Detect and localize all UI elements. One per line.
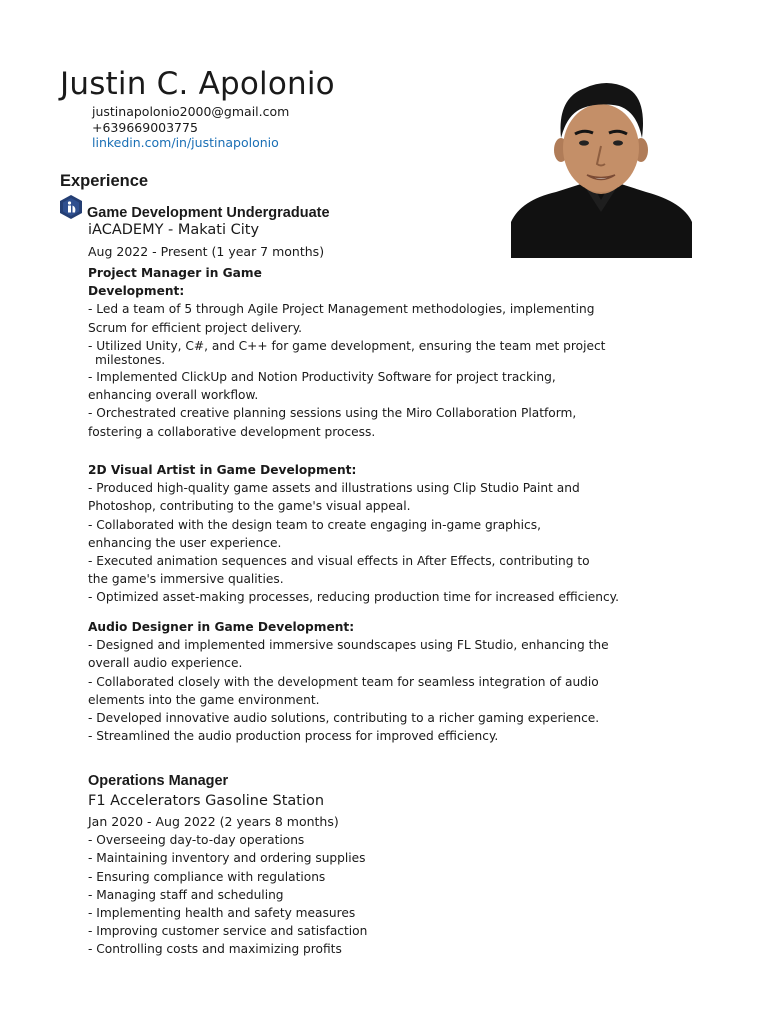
company-iacademy: iACADEMY - Makati City xyxy=(88,222,260,238)
artist-line: - Executed animation sequences and visual effects in After Effects, contributing to xyxy=(88,554,590,569)
pm-line: Scrum for efficient project delivery. xyxy=(88,320,303,335)
experience-section-title: Experience xyxy=(60,172,149,190)
contact-info xyxy=(92,104,289,151)
pm-line: milestones. xyxy=(95,353,166,368)
job-title-game-dev: Game Development Undergraduate xyxy=(87,205,330,221)
audio-line: - Streamlined the audio production process for improved efficiency. xyxy=(88,729,499,744)
audio-line: overall audio experience. xyxy=(88,656,243,671)
ops-line: - Implementing health and safety measures xyxy=(88,906,356,921)
pm-line: enhancing overall workflow. xyxy=(88,388,259,403)
audio-block xyxy=(88,618,648,745)
pm-block xyxy=(88,264,648,441)
ops-line: - Improving customer service and satisfaction xyxy=(88,924,368,939)
dates-iacademy: Aug 2022 - Present (1 year 7 months) xyxy=(88,244,325,259)
pm-line: - Implemented ClickUp and Notion Productivity Software for project tracking, xyxy=(88,370,556,385)
email-text: justinapolonio2000@gmail.com xyxy=(92,104,290,119)
company-f1-accelerators: F1 Accelerators Gasoline Station xyxy=(88,793,325,809)
dates-f1-accelerators: Jan 2020 - Aug 2022 (2 years 8 months) xyxy=(88,814,339,829)
pm-line: - Utilized Unity, C#, and C++ for game development, ensuring the team met project xyxy=(88,338,606,353)
audio-line: - Designed and implemented immersive soundscapes using FL Studio, enhancing the xyxy=(88,638,609,653)
pm-heading: Project Manager in Game Development: xyxy=(88,266,262,299)
job-title-operations-manager: Operations Manager xyxy=(88,773,229,789)
phone-text: +639669003775 xyxy=(92,119,198,135)
artist-line: the game's immersive qualities. xyxy=(88,572,284,587)
artist-block xyxy=(88,461,648,607)
artist-heading: 2D Visual Artist in Game Development: xyxy=(88,463,357,477)
artist-line: - Collaborated with the design team to create engaging in-game graphics, xyxy=(88,517,541,532)
ops-line: - Maintaining inventory and ordering supplies xyxy=(88,851,366,866)
artist-line: - Optimized asset-making processes, reducing production time for increased efficiency. xyxy=(88,590,620,605)
audio-line: - Developed innovative audio solutions, contributing to a richer gaming experience. xyxy=(88,711,600,726)
ops-line: - Ensuring compliance with regulations xyxy=(88,869,326,884)
audio-line: - Collaborated closely with the development team for seamless integration of audio xyxy=(88,674,599,689)
artist-line: - Produced high-quality game assets and illustrations using Clip Studio Paint and xyxy=(88,481,580,496)
ops-block xyxy=(88,813,648,959)
audio-heading: Audio Designer in Game Development: xyxy=(88,620,355,634)
audio-line: elements into the game environment. xyxy=(88,692,320,707)
ops-line: - Managing staff and scheduling xyxy=(88,887,284,902)
resume-name: Justin C. Apolonio xyxy=(60,66,335,102)
pm-line: - Orchestrated creative planning sessions using the Miro Collaboration Platform, xyxy=(88,406,577,421)
ops-line: - Overseeing day-to-day operations xyxy=(88,833,305,848)
iacademy-logo-icon xyxy=(60,195,82,219)
pm-line: fostering a collaborative development process. xyxy=(88,424,376,439)
artist-line: enhancing the user experience. xyxy=(88,535,282,550)
artist-line: Photoshop, contributing to the game's visual appeal. xyxy=(88,499,411,514)
ops-line: - Controlling costs and maximizing profits xyxy=(88,942,342,957)
pm-line: - Led a team of 5 through Agile Project Management methodologies, implementing xyxy=(88,302,595,317)
linkedin-link[interactable]: linkedin.com/in/justinapolonio xyxy=(92,135,279,150)
profile-photo xyxy=(511,72,692,258)
